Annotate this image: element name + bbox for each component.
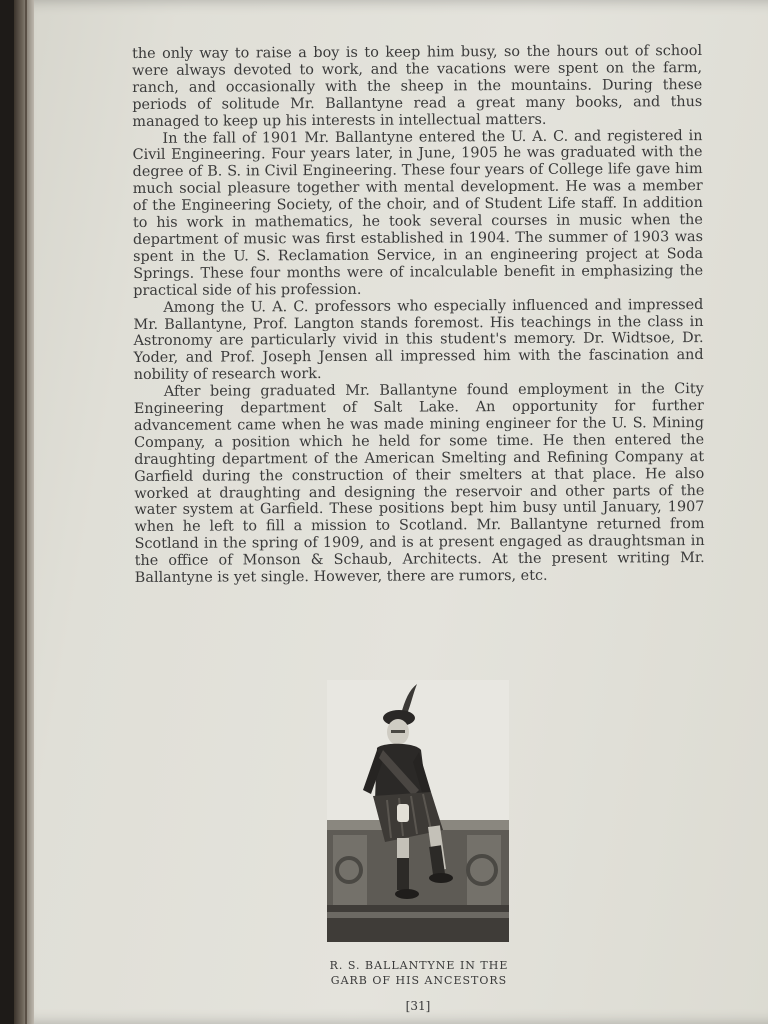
portrait-photo: [327, 680, 509, 942]
article-body: [132, 43, 705, 587]
paragraph-1: the only way to raise a boy is to keep him busy, so the hours out of school were always devoted to work, and the vacations were spent on the farm, ranch, and occasionally with the sheep in the mountains. During these periods of solitude Mr. Ballantyne read a great many books, and thus managed to keep up his interests in intellectual matters.: [132, 43, 703, 130]
caption-line-1: R. S. BALLANTYNE IN THE: [329, 959, 509, 972]
photo-caption: [314, 958, 524, 988]
highland-dress-figure-illustration: [327, 680, 509, 942]
caption-line-2: GARB OF HIS ANCESTORS: [330, 974, 508, 987]
paragraph-2: In the fall of 1901 Mr. Ballantyne entered the U. A. C. and registered in Civil Engineering. Four years later, in June, 1905 he was graduated with the degree of B. S. in Civil Engineering. These four years of College life gave him much social pleasure together with mental development. He was a member of the Engineering Society, of the choir, and of Student Life staff. In addition to his work in mathematics, he took several courses in music when the department of music was first established in 1904. The summer of 1903 was spent in the U. S. Reclamation Service, in an engineering project at Soda Springs. These four months were of incalculable benefit in emphasizing the practical side of his profession.: [132, 127, 704, 299]
paragraph-3: Among the U. A. C. professors who especially influenced and impressed Mr. Ballantyne, Prof. Langton stands foremost. His teachings in the class in Astronomy are particularly vivid in this student's memory. Dr. Widtsoe, Dr. Yoder, and Prof. Joseph Jensen all impressed him with the fascination and nobility of research work.: [133, 296, 704, 384]
page-binding-edge: [14, 0, 34, 1024]
book-page: [14, 0, 768, 1024]
paragraph-4: After being graduated Mr. Ballantyne found employment in the City Engineering department of Salt Lake. An opportunity for further advancement came when he was made mining engineer for the U. S. Mining Company, a position which he held for some time. He then entered the draughting department of the American Smelting and Refining Company at Garfield during the construction of their smelters at that place. He also worked at draughting and designing the reservoir and other parts of the water system at Garfield. These positions bept him busy until January, 1907 when he left to fill a mission to Scotland. Mr. Ballantyne returned from Scotland in the spring of 1909, and is at present engaged as draughtsman in the office of Monson & Schaub, Architects. At the present writing Mr. Ballantyne is yet single. However, there are rumors, etc.: [133, 381, 705, 587]
page-number: [31]: [405, 999, 431, 1013]
